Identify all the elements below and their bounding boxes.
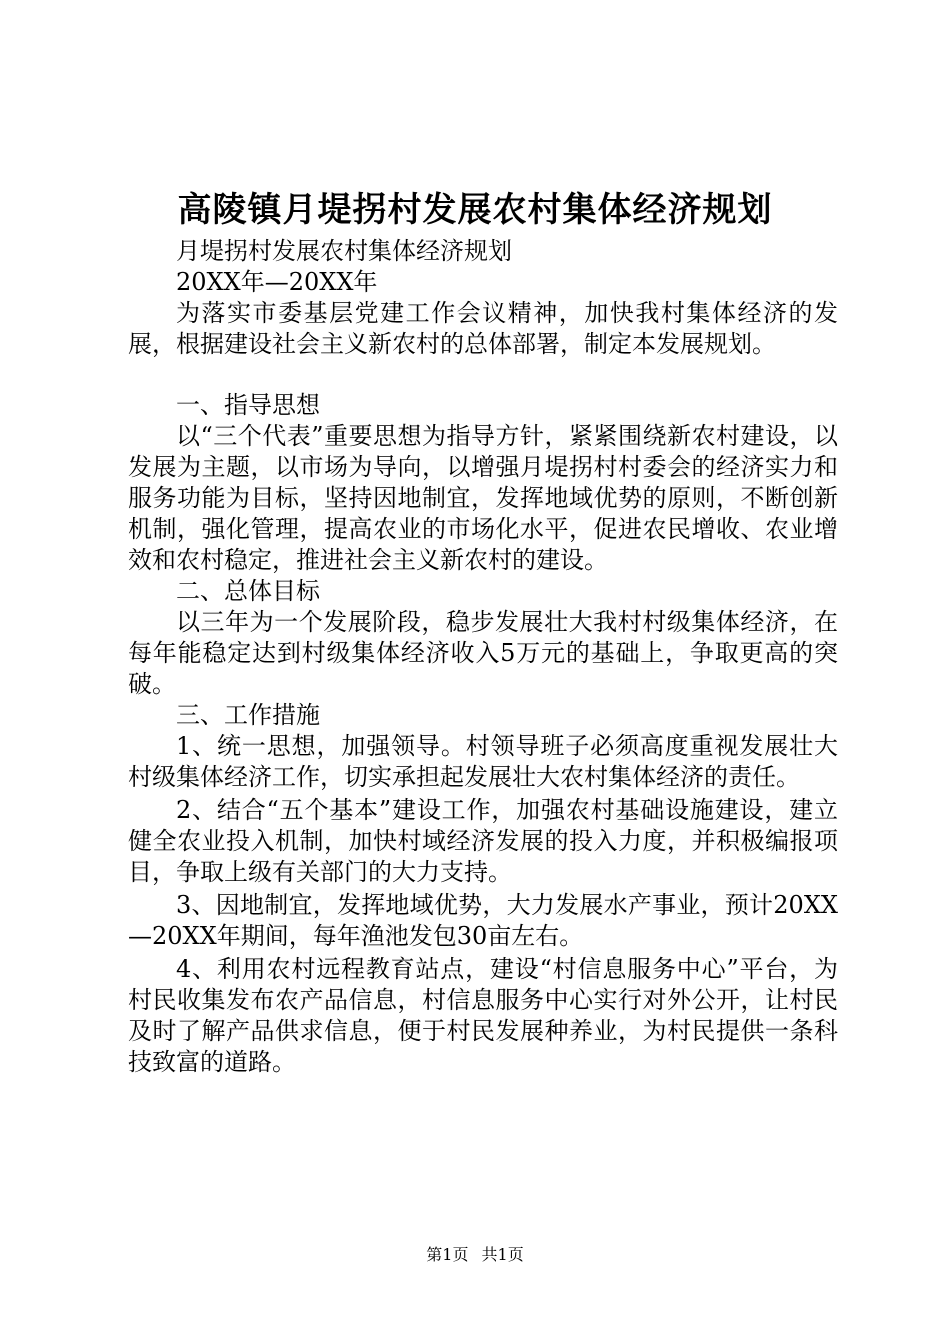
measure-item-2: 2、结合“五个基本”建设工作，加强农村基础设施建设，建立健全农业投入机制，加快村域经济发展的投入力度，并积极编报项目，争取上级有关部门的大力支持。 (128, 796, 838, 886)
measure-item-1: 1、统一思想，加强领导。村领导班子必须高度重视发展壮大村级集体经济工作，切实承担起发展壮大农村集体经济的责任。 (128, 732, 838, 791)
intro-paragraph: 为落实市委基层党建工作会议精神，加快我村集体经济的发展，根据建设社会主义新农村的总体部署，制定本发展规划。 (128, 299, 838, 358)
document-body (128, 236, 838, 1078)
page-footer (0, 1244, 950, 1266)
measure-item-4: 4、利用农村远程教育站点，建设“村信息服务中心”平台，为村民收集发布农产品信息，村信息服务中心实行对外公开，让村民及时了解产品供求信息，便于村民发展种养业，为村民提供一条科技致富的道路。 (128, 955, 838, 1076)
page-number: 第1页 (426, 1245, 469, 1264)
plan-period: 20XX年—20XX年 (176, 268, 378, 296)
section-body-overall-goal: 以三年为一个发展阶段，稳步发展壮大我村村级集体经济，在每年能稳定达到村级集体经济收入5万元的基础上，争取更高的突破。 (128, 608, 838, 698)
document-title: 高陵镇月堤拐村发展农村集体经济规划 (177, 190, 773, 230)
paragraph-gap (128, 360, 838, 390)
section-heading-work-measures: 三、工作措施 (176, 701, 320, 729)
measure-item-3: 3、因地制宜，发挥地域优势，大力发展水产事业，预计20XX—20XX年期间，每年渔池发包30亩左右。 (128, 891, 838, 950)
page-total: 共1页 (481, 1245, 524, 1264)
section-heading-overall-goal: 二、总体目标 (176, 577, 320, 605)
subtitle: 月堤拐村发展农村集体经济规划 (176, 237, 512, 265)
section-body-guiding-ideology: 以“三个代表”重要思想为指导方针，紧紧围绕新农村建设，以发展为主题，以市场为导向，以增强月堤拐村村委会的经济实力和服务功能为目标，坚持因地制宜，发挥地域优势的原则，不断创新机制，强化管理，提高农业的市场化水平，促进农民增收、农业增效和农村稳定，推进社会主义新农村的建设。 (128, 422, 838, 574)
section-heading-guiding-ideology: 一、指导思想 (176, 391, 320, 419)
